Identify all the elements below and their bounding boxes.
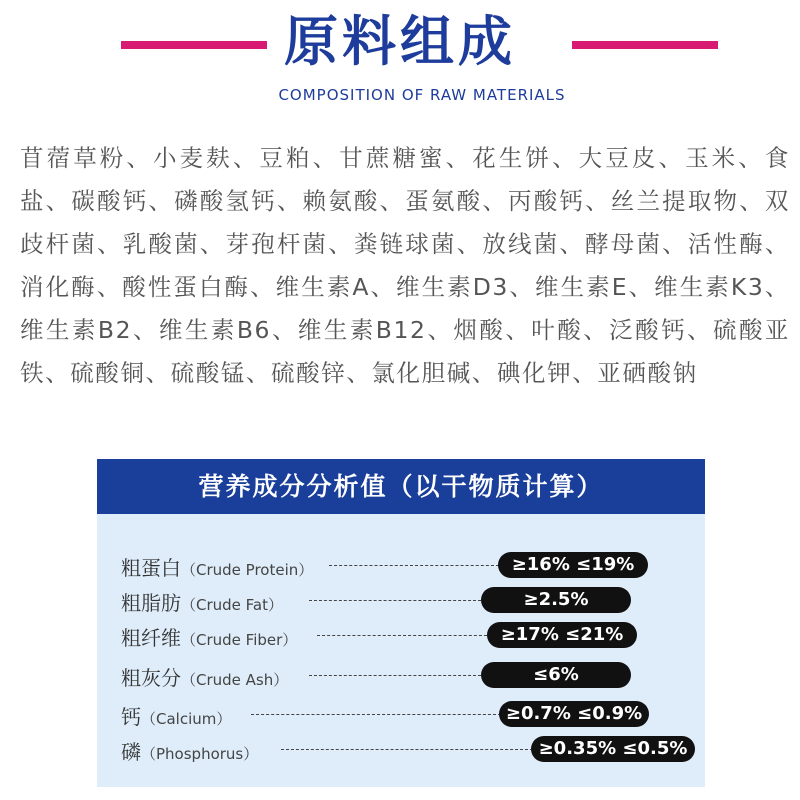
nutrition-row-crude-protein (97, 550, 705, 580)
dotted-leader (309, 675, 481, 676)
nutrient-label (121, 736, 258, 765)
nutrient-value: ≥16% ≤19% (498, 552, 648, 578)
nutrient-label (121, 662, 288, 691)
dotted-leader (281, 749, 533, 750)
nutrient-label (121, 701, 231, 730)
nutrient-en: （Crude Fiber） (181, 631, 298, 649)
nutrient-value: ≥0.7% ≤0.9% (499, 701, 649, 727)
nutrient-en: （Crude Fat） (181, 596, 283, 614)
page-subtitle: COMPOSITION OF RAW MATERIALS (278, 86, 566, 104)
nutrition-row-crude-fat (97, 585, 705, 615)
nutrition-row-phosphorus (97, 734, 705, 764)
nutrient-value: ≤6% (481, 662, 631, 688)
nutrient-value: ≥2.5% (481, 587, 631, 613)
nutrient-en: （Phosphorus） (141, 745, 259, 763)
nutrient-en: （Calcium） (141, 710, 232, 728)
dotted-leader (329, 565, 499, 566)
ingredients-text: 苜蓿草粉、小麦麸、豆粕、甘蔗糖蜜、花生饼、大豆皮、玉米、食盐、碳酸钙、磷酸氢钙、赖氨酸、蛋氨酸、丙酸钙、丝兰提取物、双歧杆菌、乳酸菌、芽孢杆菌、粪链球菌、放线菌、酵母菌、活性酶、消化酶、酸性蛋白酶、维生素A、维生素D3、维生素E、维生素K3、维生素B2、维生素B6、维生素B12、烟酸、叶酸、泛酸钙、硫酸亚铁、硫酸铜、硫酸锰、硫酸锌、氯化胆碱、碘化钾、亚硒酸钠 (20, 144, 790, 387)
nutrition-row-calcium (97, 699, 705, 729)
page-title: 原料组成 (284, 10, 516, 73)
nutrient-label (121, 552, 313, 581)
dotted-leader (251, 714, 501, 715)
nutrient-en: （Crude Protein） (181, 561, 314, 579)
nutrition-panel (97, 514, 705, 787)
nutrient-cn: 粗纤维 (121, 626, 181, 650)
nutrition-row-crude-fiber (97, 620, 705, 650)
nutrient-cn: 粗灰分 (121, 666, 181, 690)
nutrient-cn: 钙 (121, 705, 141, 729)
dotted-leader (309, 600, 481, 601)
nutrient-value: ≥0.35% ≤0.5% (531, 736, 695, 762)
nutrient-cn: 磷 (121, 740, 141, 764)
nutrient-label (121, 622, 297, 651)
nutrition-row-crude-ash (97, 660, 705, 690)
nutrient-cn: 粗蛋白 (121, 556, 181, 580)
nutrient-cn: 粗脂肪 (121, 591, 181, 615)
nutrition-title: 营养成分分析值（以干物质计算） (97, 459, 705, 514)
nutrient-en: （Crude Ash） (181, 671, 289, 689)
dotted-leader (317, 635, 487, 636)
nutrient-label (121, 587, 283, 616)
nutrient-value: ≥17% ≤21% (487, 622, 637, 648)
